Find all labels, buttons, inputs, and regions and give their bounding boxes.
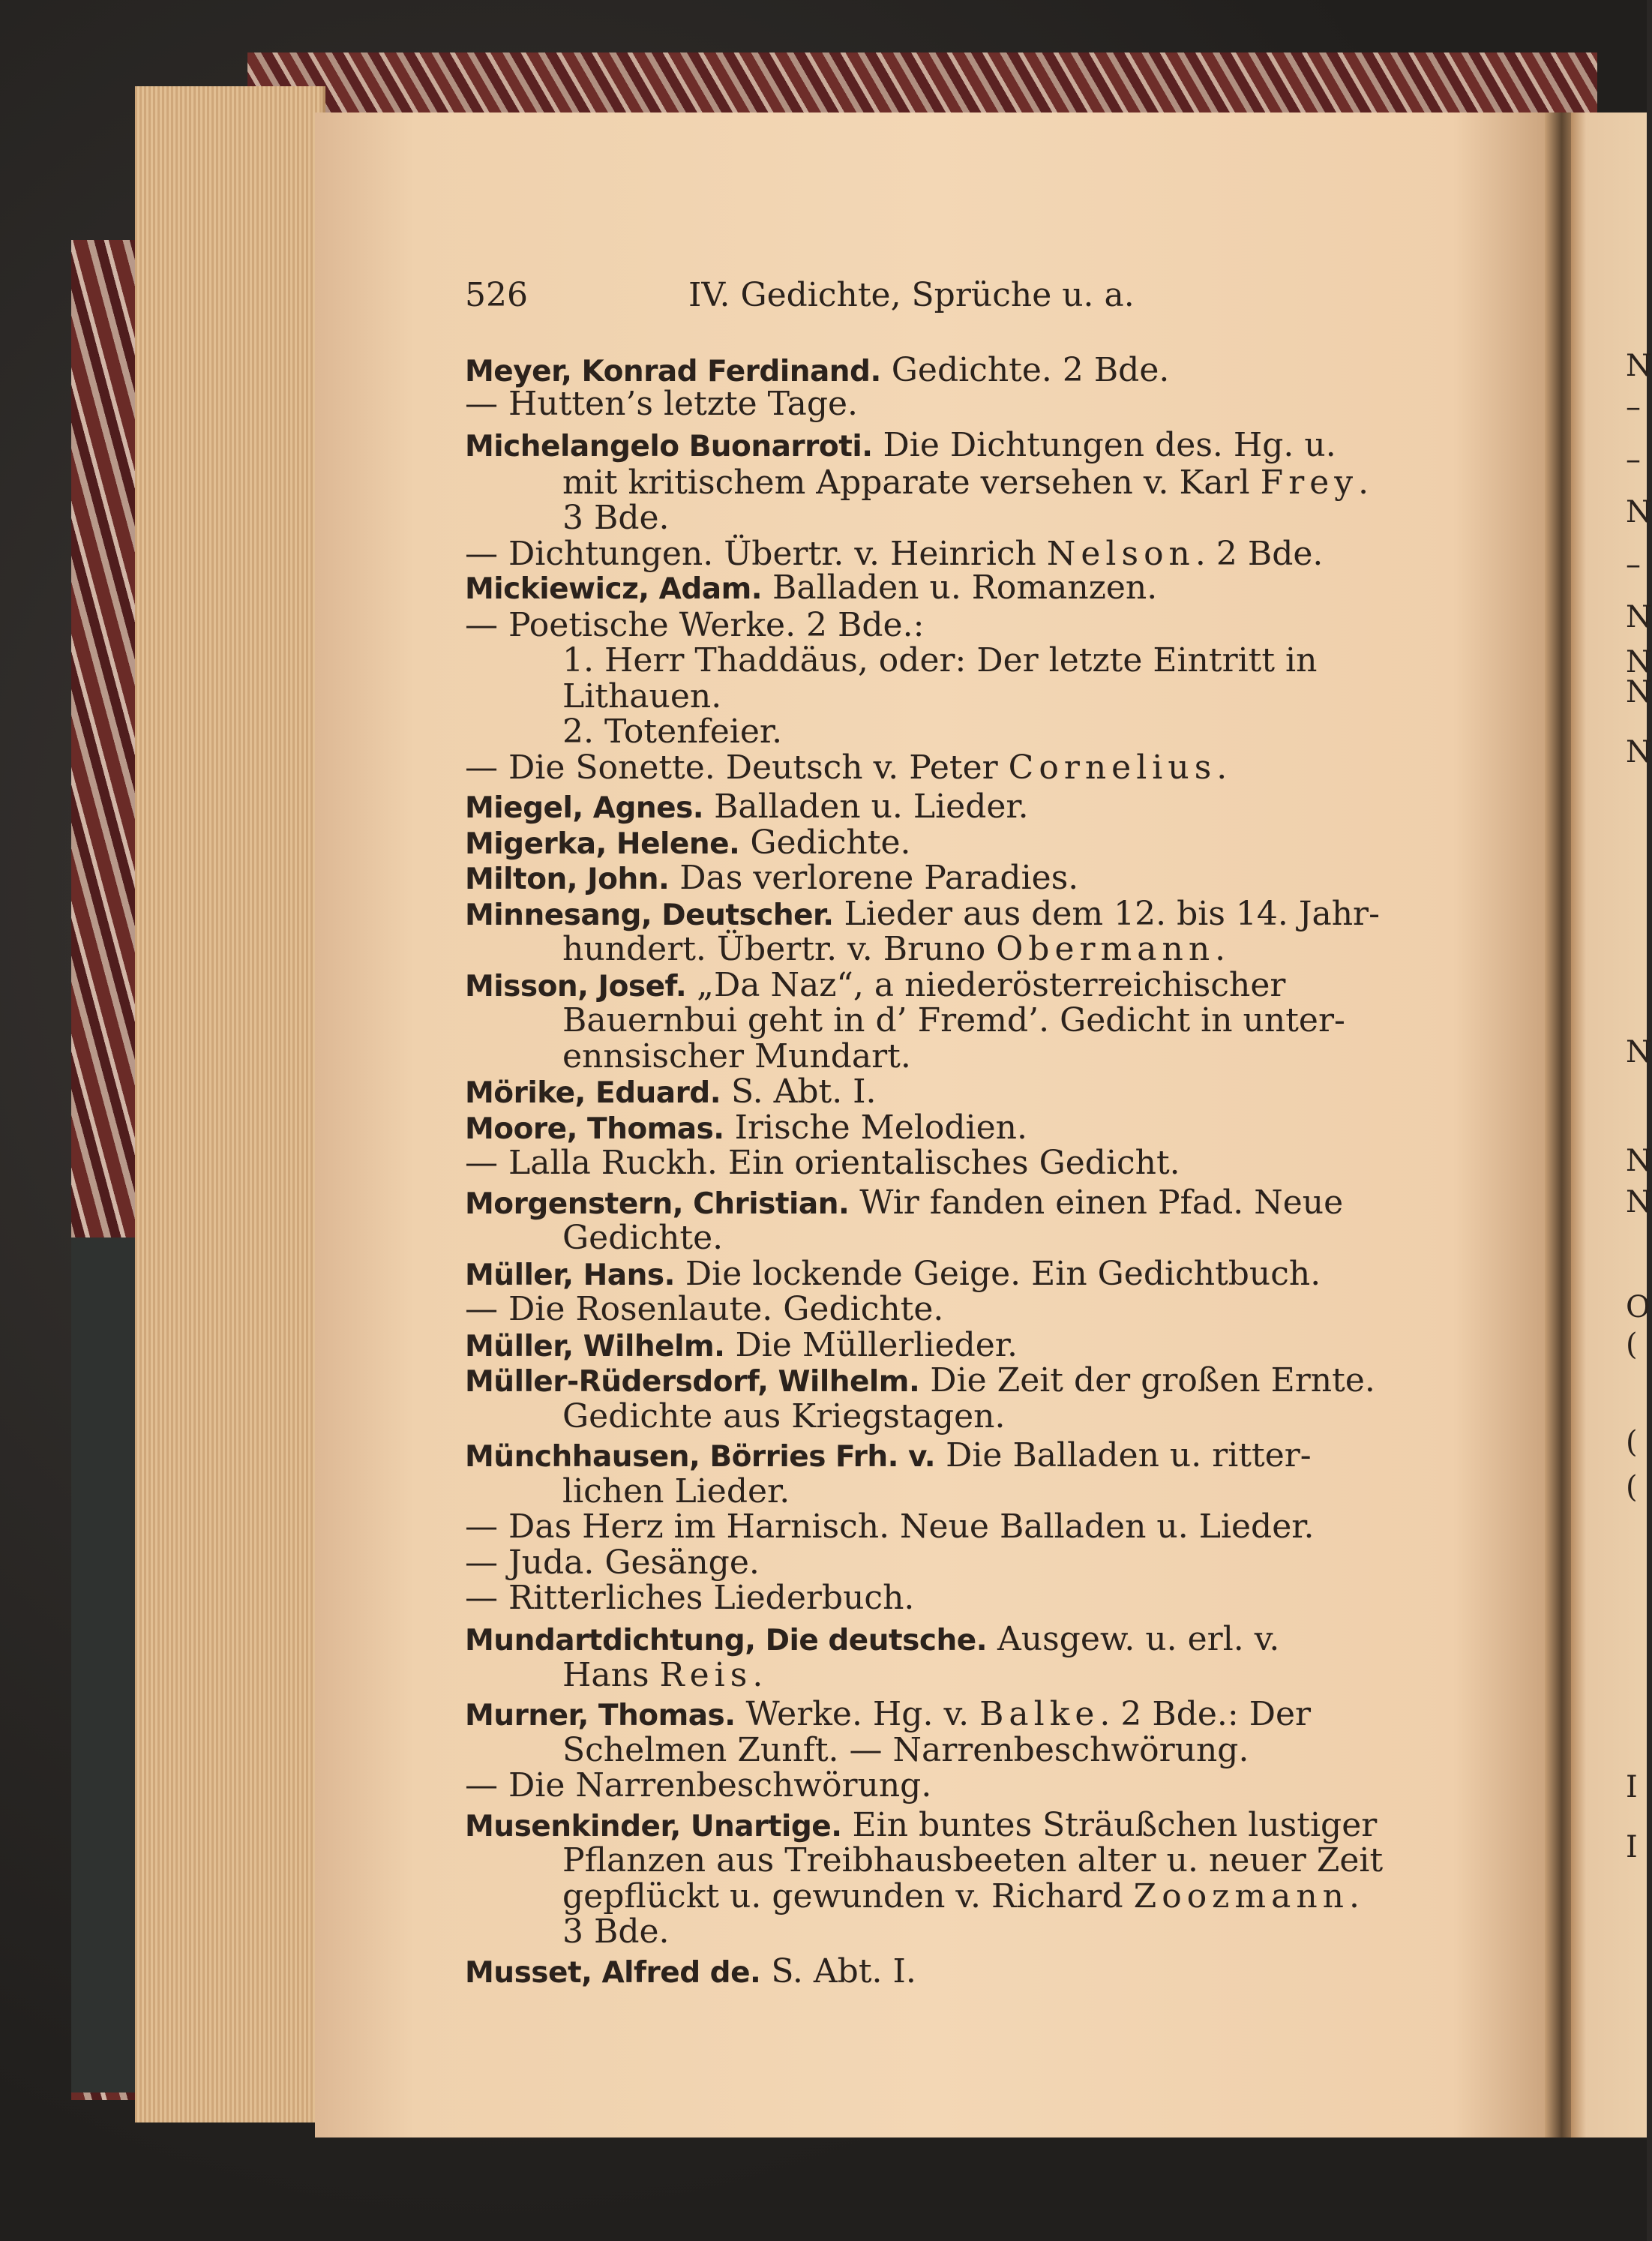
entry-text: Lithauen. [562,677,722,716]
margin-glyph: N [1626,735,1652,770]
entry-line [465,1808,1377,1845]
margin-glyph: N [1626,495,1652,530]
margin-glyph: – [1626,390,1641,424]
margin-glyph: N [1626,600,1652,634]
entry-text: Die lockende Geige. Ein Gedichtbuch. [674,1255,1321,1293]
entry-text: Die Zeit der großen Ernte. [919,1361,1375,1400]
entry-text: Gedichte. [739,824,911,862]
entry-author: Müller, Hans. [465,1258,675,1292]
entry-author: Michelangelo Buonarroti. [465,430,873,464]
entry-line [562,1914,670,1950]
entry-text: 1. Herr Thaddäus, oder: Der letzte Eintritt in [562,641,1318,680]
entry-text: Ein buntes Sträußchen lustiger [841,1806,1378,1844]
entry-author: Müller-Rüdersdorf, Wilhelm. [465,1365,920,1399]
margin-glyph: I [1626,1770,1638,1804]
running-header: IV. Gedichte, Sprüche u. a. [688,276,1135,314]
entry-text: Schelmen Zunft. — Narrenbeschwörung. [562,1731,1249,1769]
entry-author: Morgenstern, Christian. [465,1187,850,1221]
page-number: 526 [465,276,528,314]
entry-text: 3 Bde. [562,1912,670,1951]
margin-glyph: N [1626,349,1652,383]
entry-line [562,1732,1249,1768]
entry-text: Das verlorene Paradies. [669,859,1079,897]
entry-line [465,536,1323,572]
entry-line [465,1580,914,1616]
entry-text: 2. Totenfeier. [562,712,783,751]
entry-text: Gedichte. 2 Bde. [880,351,1170,389]
entry-text: Ausgew. u. erl. v. [987,1620,1280,1658]
entry-line [465,1696,1311,1734]
entry-line [562,1843,1383,1879]
page-block-edge [135,86,325,2122]
entry-text: — Ritterliches Liederbuch. [465,1579,915,1617]
margin-glyph: N [1626,1185,1652,1220]
margin-glyph: ( [1626,1328,1638,1362]
entry-text: — Poetische Werke. 2 Bde.: [465,606,925,644]
margin-glyph: N [1626,675,1652,710]
entry-text: Die Balladen u. ritter- [935,1436,1312,1474]
entry-name-spaced: Frey [1260,464,1359,502]
entry-text: ennsischer Mundart. [562,1037,911,1076]
entry-name-spaced: Zoozmann [1133,1877,1349,1916]
entry-name-spaced: Reis [659,1656,753,1694]
margin-glyph: ( [1626,1425,1638,1460]
entry-author: Meyer, Konrad Ferdinand. [465,355,881,388]
entry-line [465,1509,1314,1545]
entry-text: — Lalla Ruckh. Ein orientalisches Gedicht. [465,1144,1180,1182]
entry-author: Murner, Thomas. [465,1699,736,1732]
entry-author: Musenkinder, Unartige. [465,1810,842,1844]
entry-text: „Da Naz“, a niederösterreichischer [686,966,1286,1004]
margin-glyph: I [1626,1830,1638,1864]
entry-line [465,750,1227,786]
entry-line [465,825,910,862]
entry-name-spaced: Obermann [996,930,1216,968]
entry-text: Wir fanden einen Pfad. Neue [849,1184,1344,1222]
entry-line [562,1474,790,1510]
entry-line [465,1768,931,1804]
entry-text: Pflanzen aus Treibhausbeeten alter u. neuer Zeit [562,1841,1384,1880]
entry-line [465,386,858,422]
entry-text: — Die Rosenlaute. Gedichte. [465,1290,944,1328]
entry-line [465,1074,877,1112]
entry-author: Minnesang, Deutscher. [465,898,834,932]
entry-line [465,1292,943,1328]
entry-line [465,896,1380,934]
entry-line [465,860,1078,898]
entry-text-tail: . [1216,748,1228,787]
entry-author: Migerka, Helene. [465,827,740,861]
entry-line [465,1622,1279,1659]
entry-line [465,1363,1375,1400]
entry-author: Milton, John. [465,862,670,896]
entry-author: Mundartdichtung, Die deutsche. [465,1624,988,1658]
entry-text: — Das Herz im Harnisch. Neue Balladen u. Lieder. [465,1508,1315,1546]
entry-line [465,1545,760,1581]
entry-text: Lieder aus dem 12. bis 14. Jahr- [833,895,1380,933]
entry-line [562,714,782,750]
entry-author: Misson, Josef. [465,970,687,1004]
entry-text-tail: . 2 Bde. [1195,535,1324,573]
entry-line [562,1003,1345,1039]
entry-text: Die Dichtungen des. Hg. u. [872,426,1336,464]
entry-line [562,1399,1005,1435]
entry-text: — Die Narrenbeschwörung. [465,1766,932,1804]
entry-text: — Juda. Gesänge. [465,1544,760,1582]
entry-line [562,465,1369,501]
entry-line [465,608,924,644]
entry-author: Musset, Alfred de. [465,1956,761,1990]
entry-text: Die Müllerlieder. [724,1326,1018,1364]
entry-text: Gedichte. [562,1219,724,1257]
entry-line [562,932,1225,968]
margin-glyph: ( [1626,1470,1638,1504]
entry-text: Hans [562,1656,660,1694]
entry-line [562,1220,723,1256]
entry-line [465,428,1336,465]
entry-text-tail: . 2 Bde.: Der [1099,1695,1312,1733]
entry-line [465,1438,1312,1475]
entry-line [465,968,1285,1005]
margin-glyph: N [1626,645,1652,680]
entry-name-spaced: Cornelius [1008,748,1217,787]
margin-glyph: – [1626,442,1641,477]
entry-line [562,1658,763,1694]
entry-author: Münchhausen, Börries Frh. v. [465,1440,936,1474]
entry-text: mit kritischem Apparate versehen v. Karl [562,464,1261,502]
entry-text: lichen Lieder. [562,1472,790,1510]
entry-text: Bauernbui geht in d’ Fremd’. Gedicht in unter- [562,1001,1345,1040]
entry-text-tail: . [1358,464,1369,502]
entry-author: Miegel, Agnes. [465,791,704,825]
entry-line [465,1110,1027,1148]
entry-text: — Die Sonette. Deutsch v. Peter [465,748,1009,787]
entry-text: — Hutten’s letzte Tage. [465,385,859,423]
margin-glyph: N [1626,1144,1652,1178]
entry-text: Gedichte aus Kriegstagen. [562,1397,1006,1436]
entry-line [562,643,1317,679]
entry-text: Werke. Hg. v. [735,1695,980,1733]
margin-glyph: – [1626,548,1641,582]
entry-line [465,1185,1343,1222]
entry-line [562,679,721,715]
entry-line [465,789,1029,826]
entry-text: S. Abt. I. [721,1072,877,1111]
entry-line [562,1039,911,1075]
entry-name-spaced: Nelson [1046,535,1195,573]
entry-line [562,500,670,536]
entry-text: gepflückt u. gewunden v. Richard [562,1877,1134,1916]
entry-author: Moore, Thomas. [465,1112,724,1146]
entry-line [465,1256,1321,1294]
entry-text-tail: . [1349,1877,1360,1916]
entry-name-spaced: Balke [979,1695,1100,1733]
entry-author: Mörike, Eduard. [465,1076,721,1110]
entry-text-tail: . [1215,930,1226,968]
entry-line [465,1954,916,1991]
entry-line [465,1145,1180,1181]
margin-glyph: O [1626,1290,1651,1324]
entry-text: 3 Bde. [562,499,670,537]
entry-text: S. Abt. I. [760,1952,916,1990]
entry-line [562,1879,1360,1915]
entry-text: hundert. Übertr. v. Bruno [562,930,997,968]
entry-text: Balladen u. Lieder. [703,788,1029,826]
entry-line [465,570,1157,608]
entry-text: Irische Melodien. [724,1108,1027,1147]
margin-glyph: N [1626,1035,1652,1070]
entry-author: Mickiewicz, Adam. [465,572,763,606]
entry-text-tail: . [752,1656,763,1694]
entry-line [465,1328,1018,1365]
entry-text: — Dichtungen. Übertr. v. Heinrich [465,535,1047,573]
entry-author: Müller, Wilhelm. [465,1330,725,1364]
entry-text: Balladen u. Romanzen. [762,568,1158,607]
